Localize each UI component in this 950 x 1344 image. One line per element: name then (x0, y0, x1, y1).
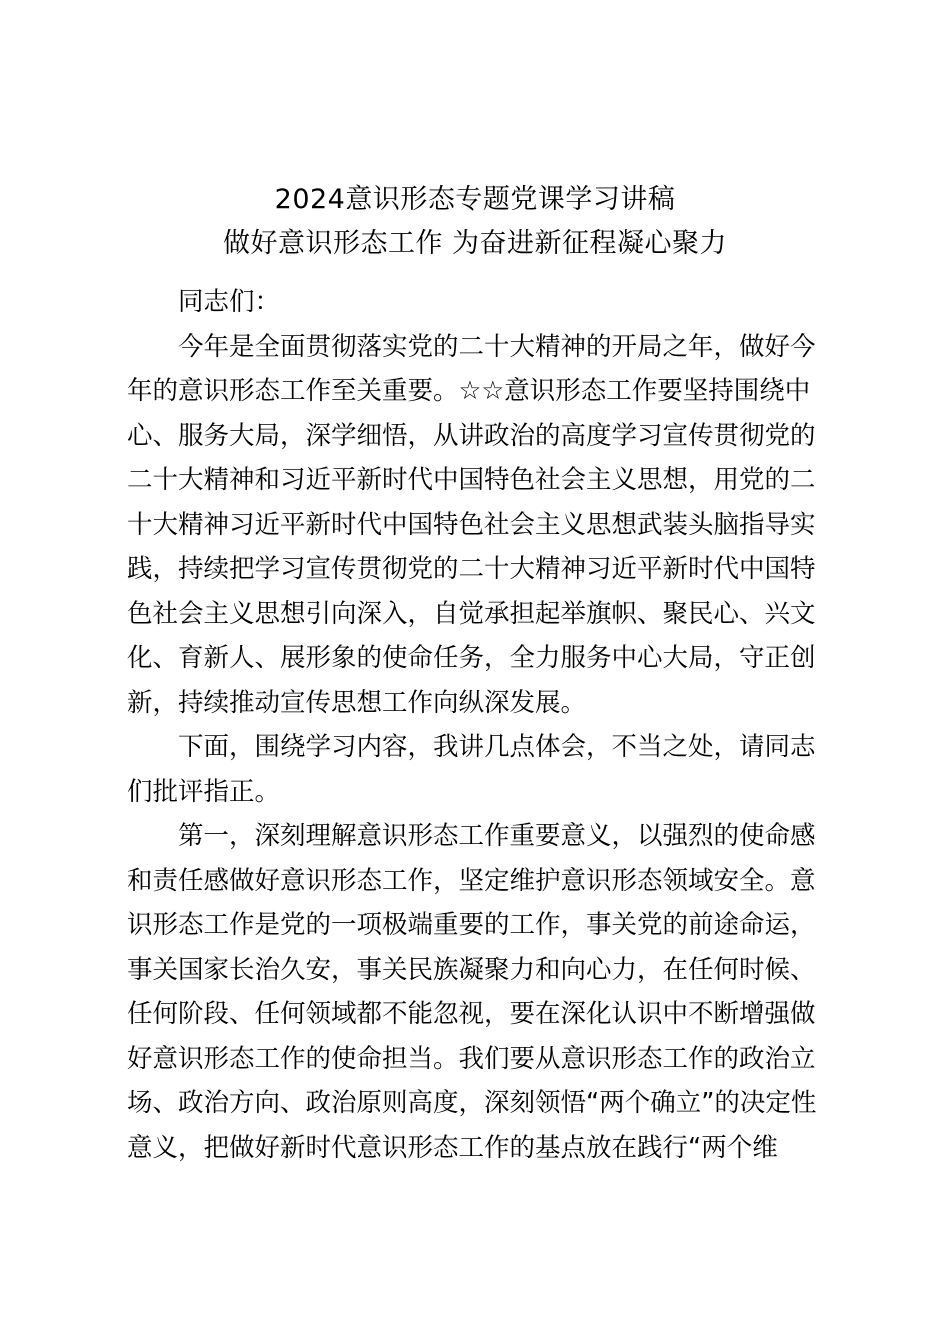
paragraph-line: 十大精神习近平新时代中国特色社会主义思想武装头脑指导实 (127, 509, 816, 540)
paragraph-1 (127, 325, 827, 726)
paragraph-line: 场、政治方向、政治原则高度，深刻领悟“两个确立”的决定性 (127, 1088, 817, 1118)
paragraph-line: 和责任感做好意识形态工作，坚定维护意识形态领域安全。意 (127, 865, 816, 896)
paragraph-line: 色社会主义思想引向深入，自觉承担起举旗帜、聚民心、兴文 (127, 598, 816, 629)
paragraph-3 (127, 814, 827, 1170)
paragraph-line: 新，持续推动宣传思想工作向纵深发展。 (127, 687, 587, 718)
paragraph-line: 们批评指正。 (127, 776, 281, 807)
paragraph-line: 年的意识形态工作至关重要。☆☆意识形态工作要坚持围绕中 (127, 376, 811, 406)
paragraph-line: 践，持续把学习宣传贯彻党的二十大精神习近平新时代中国特 (127, 554, 816, 584)
document-body (127, 280, 827, 1170)
paragraph-line: 下面，围绕学习内容，我讲几点体会，不当之处，请同志 (178, 732, 816, 762)
paragraph-line: 心、服务大局，深学细悟，从讲政治的高度学习宣传贯彻党的 (127, 420, 816, 451)
paragraph-line: 意义，把做好新时代意识形态工作的基点放在践行“两个维 (127, 1132, 778, 1163)
paragraph-line: 化、育新人、展形象的使命任务，全力服务中心大局，守正创 (127, 643, 816, 673)
document-title: 2024意识形态专题党课学习讲稿 (274, 184, 676, 215)
title-block (0, 178, 950, 266)
paragraph-2 (127, 725, 827, 814)
paragraph-line: 识形态工作是党的一项极端重要的工作，事关党的前途命运， (127, 910, 816, 940)
paragraph-line: 今年是全面贯彻落实党的二十大精神的开局之年，做好今 (178, 331, 816, 362)
paragraph-line: 二十大精神和习近平新时代中国特色社会主义思想，用党的二 (127, 465, 816, 495)
greeting: 同志们： (178, 287, 281, 317)
paragraph-line: 任何阶段、任何领域都不能忽视，要在深化认识中不断增强做 (127, 999, 816, 1029)
paragraph-line: 事关国家长治久安，事关民族凝聚力和向心力，在任何时候、 (127, 954, 816, 985)
paragraph-line: 好意识形态工作的使命担当。我们要从意识形态工作的政治立 (127, 1043, 816, 1074)
paragraph-line: 第一，深刻理解意识形态工作重要意义，以强烈的使命感 (178, 821, 816, 851)
document-subtitle: 做好意识形态工作 为奋进新征程凝心聚力 (222, 228, 728, 259)
